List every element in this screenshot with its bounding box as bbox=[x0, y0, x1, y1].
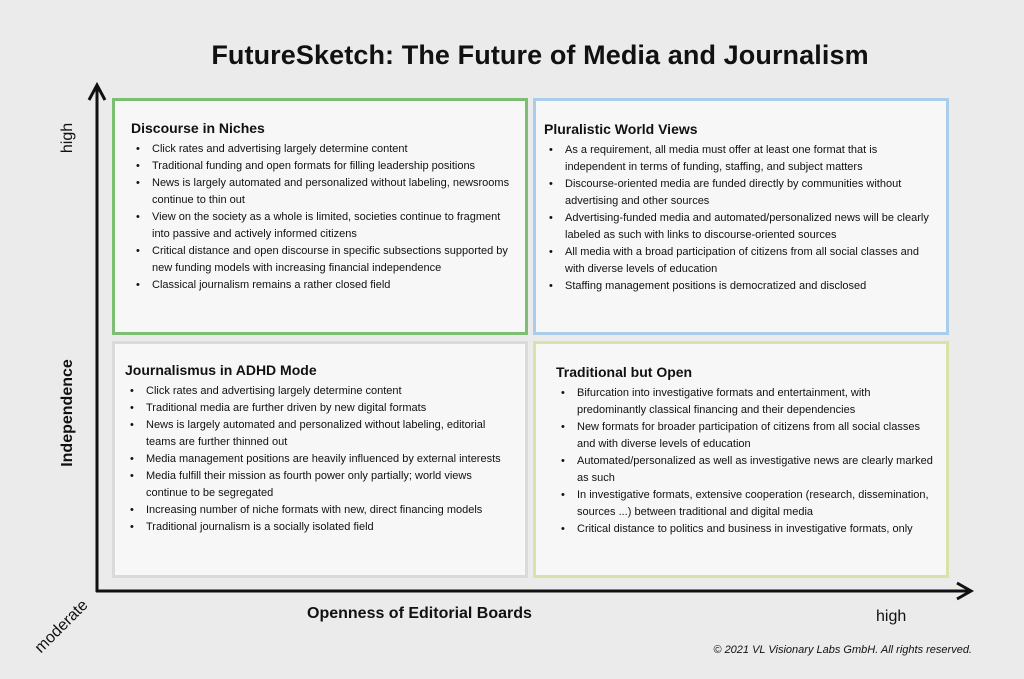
list-item: • Automated/personalized as well as investigative news are clearly marked as such bbox=[556, 453, 936, 487]
list-item: • Critical distance and open discourse in specific subsections supported by new funding models with increasing financial independence bbox=[131, 243, 511, 277]
list-item: • In investigative formats, extensive cooperation (research, dissemination, sources ...) between traditional and digital media bbox=[556, 487, 936, 521]
quadrant-list bbox=[556, 385, 936, 538]
quadrant-bottom-left bbox=[112, 341, 528, 578]
y-axis-high-label: high bbox=[59, 122, 76, 154]
copyright-notice: © 2021 VL Visionary Labs GmbH. All rights reserved. bbox=[713, 644, 972, 656]
list-item: • Bifurcation into investigative formats and entertainment, with predominantly classical financing and their dependencies bbox=[556, 385, 936, 419]
quadrant-list bbox=[125, 383, 515, 536]
list-item: • Traditional media are further driven by new digital formats bbox=[125, 400, 515, 417]
list-item: • As a requirement, all media must offer at least one format that is independent in terms of funding, staffing, and subject matters bbox=[544, 142, 936, 176]
list-item: • Traditional funding and open formats for filling leadership positions bbox=[131, 158, 511, 175]
y-axis-label: Independence bbox=[59, 359, 76, 467]
list-item: • Click rates and advertising largely determine content bbox=[125, 383, 515, 400]
list-item: • Media fulfill their mission as fourth power only partially; world views continue to be segregated bbox=[125, 468, 515, 502]
list-item: • Critical distance to politics and business in investigative formats, only bbox=[556, 521, 936, 538]
quadrant-top-right bbox=[533, 98, 949, 335]
quadrant-bottom-right bbox=[533, 341, 949, 578]
list-item: • Discourse-oriented media are funded directly by communities without advertising and other sources bbox=[544, 176, 936, 210]
list-item: • Advertising-funded media and automated/personalized news will be clearly labeled as such with links to discourse-oriented sources bbox=[544, 210, 936, 244]
x-axis-label: Openness of Editorial Boards bbox=[307, 605, 532, 622]
diagram-title: FutureSketch: The Future of Media and Journalism bbox=[211, 40, 869, 70]
list-item: • Traditional journalism is a socially isolated field bbox=[125, 519, 515, 536]
list-item: • Increasing number of niche formats with new, direct financing models bbox=[125, 502, 515, 519]
quadrant-top-left bbox=[112, 98, 528, 335]
quadrant-list bbox=[544, 142, 936, 295]
quadrant-heading: Journalismus in ADHD Mode bbox=[125, 362, 317, 378]
list-item: • New formats for broader participation of citizens from all social classes and with diverse levels of education bbox=[556, 419, 936, 453]
quadrant-list bbox=[131, 141, 511, 294]
origin-label: moderate bbox=[31, 596, 92, 657]
list-item: • View on the society as a whole is limited, societies continue to fragment into passive and actively informed citizens bbox=[131, 209, 511, 243]
quadrant-heading: Pluralistic World Views bbox=[544, 121, 698, 137]
list-item: • Classical journalism remains a rather closed field bbox=[131, 277, 511, 294]
quadrant-heading: Discourse in Niches bbox=[131, 120, 265, 136]
list-item: • All media with a broad participation of citizens from all social classes and with diverse levels of education bbox=[544, 244, 936, 278]
x-axis-high-label: high bbox=[876, 608, 907, 625]
list-item: • Click rates and advertising largely determine content bbox=[131, 141, 511, 158]
list-item: • News is largely automated and personalized without labeling, newsrooms continue to thin out bbox=[131, 175, 511, 209]
list-item: • News is largely automated and personalized without labeling, editorial teams are further thinned out bbox=[125, 417, 515, 451]
quadrant-heading: Traditional but Open bbox=[556, 364, 693, 380]
list-item: • Staffing management positions is democratized and disclosed bbox=[544, 278, 936, 295]
list-item: • Media management positions are heavily influenced by external interests bbox=[125, 451, 515, 468]
